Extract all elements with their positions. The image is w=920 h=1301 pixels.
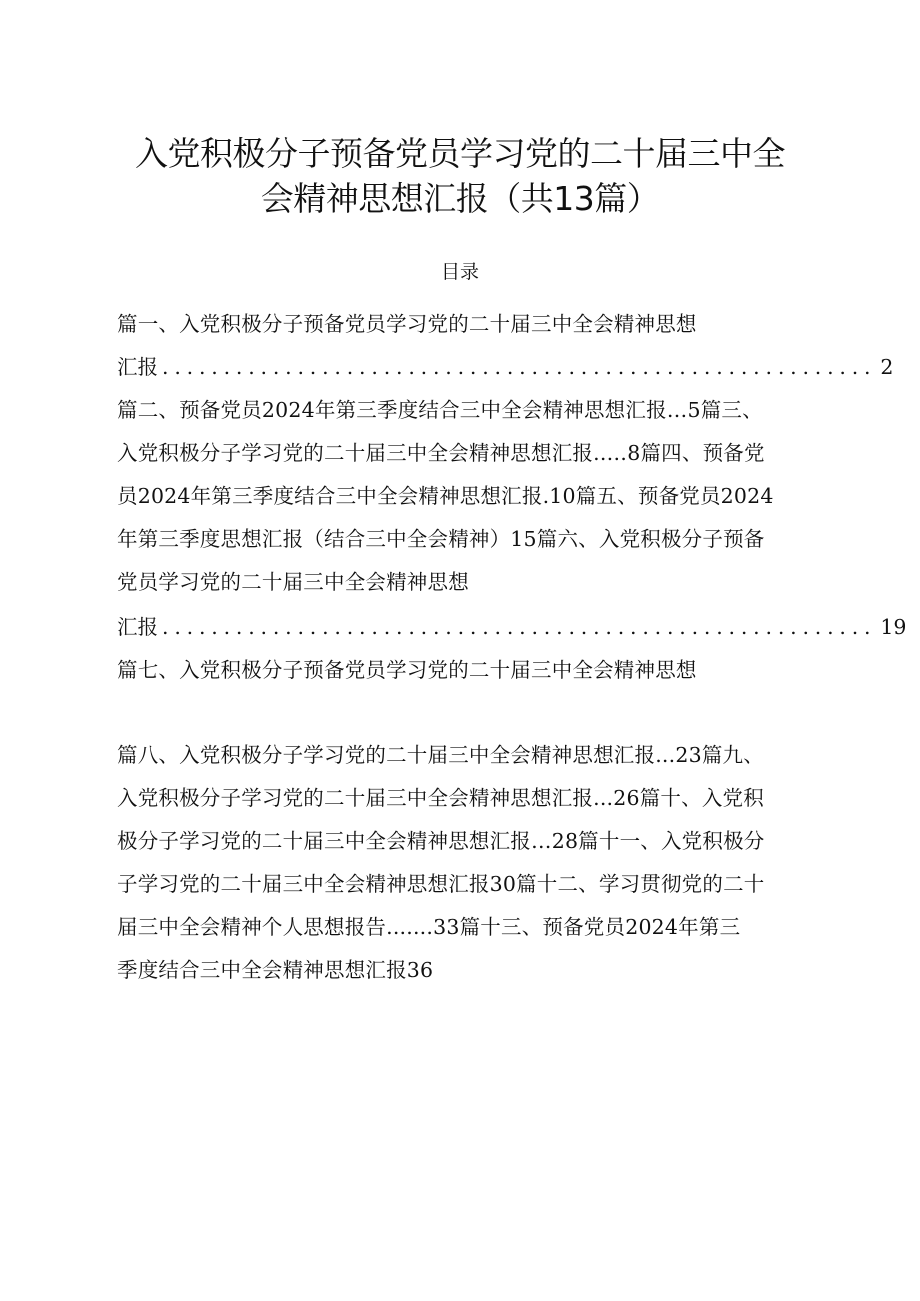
toc-leader-dots: .......................................................... — [162, 355, 877, 379]
toc-line: 届三中全会精神个人思想报告.......33篇十三、预备党员2024年第三 — [117, 915, 741, 939]
toc-line: 篇二、预备党员2024年第三季度结合三中全会精神思想汇报…5篇三、 — [117, 398, 763, 422]
toc-line: 极分子学习党的二十届三中全会精神思想汇报…28篇十一、入党积极分 — [117, 829, 765, 853]
toc-page-number: 19 — [880, 615, 907, 639]
toc-heading: 目录 — [440, 261, 479, 283]
toc-line: 子学习党的二十届三中全会精神思想汇报30篇十二、学习贯彻党的二十 — [117, 872, 765, 896]
toc-line: 季度结合三中全会精神思想汇报36 — [117, 958, 434, 982]
toc-line: 篇七、入党积极分子预备党员学习党的二十届三中全会精神思想 — [117, 658, 697, 682]
toc-leader-label: 汇报 — [117, 355, 158, 379]
toc-line: 入党积极分子学习党的二十届三中全会精神思想汇报..…8篇四、预备党 — [117, 441, 765, 465]
toc-line: 篇一、入党积极分子预备党员学习党的二十届三中全会精神思想 — [117, 312, 697, 336]
toc-line: 篇八、入党积极分子学习党的二十届三中全会精神思想汇报...23篇九、 — [117, 743, 764, 767]
toc-line: 年第三季度思想汇报（结合三中全会精神）15篇六、入党积极分子预备 — [117, 527, 765, 551]
document-title-line-2: 会精神思想汇报（共13篇） — [260, 179, 660, 218]
toc-leader-dots: .......................................................... — [162, 615, 877, 639]
document-title-line-1: 入党积极分子预备党员学习党的二十届三中全 — [135, 134, 785, 173]
toc-leader-line — [117, 610, 907, 640]
toc-page-number: 2 — [880, 355, 894, 379]
toc-leader-line — [117, 350, 894, 380]
toc-line: 入党积极分子学习党的二十届三中全会精神思想汇报...26篇十、入党积 — [117, 786, 764, 810]
toc-leader-label: 汇报 — [117, 615, 158, 639]
toc-line: 党员学习党的二十届三中全会精神思想 — [117, 570, 469, 594]
toc-line: 员2024年第三季度结合三中全会精神思想汇报.10篇五、预备党员2024 — [117, 484, 774, 508]
